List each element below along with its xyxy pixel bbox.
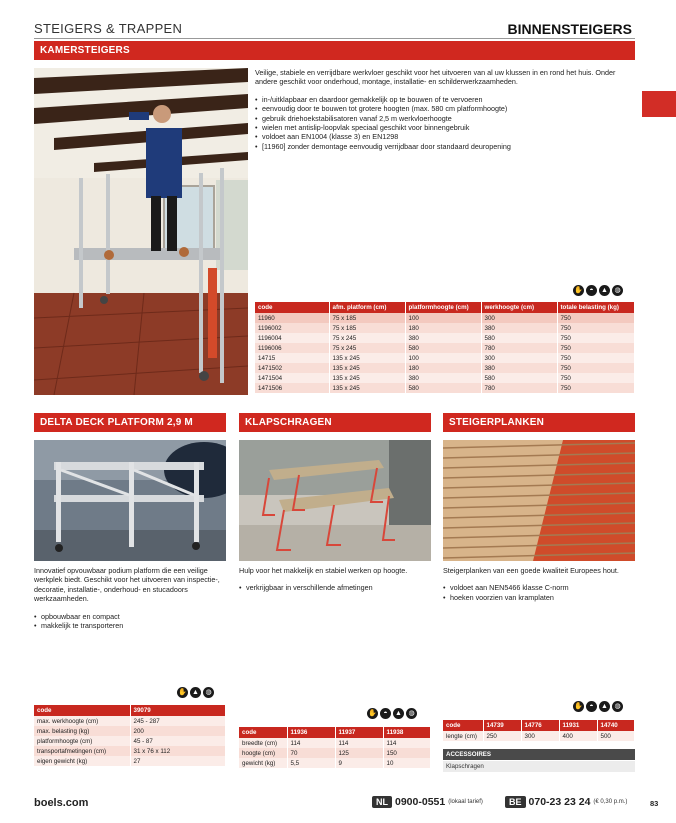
delta-features [34, 612, 229, 631]
table-cell: 45 - 87 [130, 736, 226, 746]
delta-spec-table [34, 705, 226, 766]
shoe-icon: ▲ [393, 708, 404, 719]
klapschragen-photo [239, 440, 431, 561]
table-cell: 135 x 245 [329, 363, 405, 373]
table-cell: 200 [130, 726, 226, 736]
page-number: 83 [650, 799, 659, 808]
table-cell: 135 x 245 [329, 383, 405, 393]
table-cell: 114 [287, 738, 335, 748]
table-row [34, 756, 226, 766]
feature-item: • [11960] zonder demontage eenvoudig verrijdbaar door standaard deuropening [255, 142, 635, 151]
table-header-row [34, 705, 226, 716]
delta-description [34, 566, 229, 630]
country-badge-nl: NL [372, 796, 392, 808]
table-cell: 780 [481, 343, 557, 353]
table-cell-code: 1196002 [255, 323, 329, 333]
feature-item: • voldoet aan EN1004 (klasse 3) en EN1298 [255, 132, 635, 141]
table-header: 14740 [597, 720, 635, 731]
table-cell-code: 14715 [255, 353, 329, 363]
shoe-icon: ▲ [599, 701, 610, 712]
table-cell: 135 x 245 [329, 373, 405, 383]
kamersteigers-features [255, 95, 635, 151]
table-cell: 300 [521, 731, 559, 741]
table-cell: 750 [557, 333, 635, 343]
steigerplanken-photo [443, 440, 635, 561]
table-header: code [34, 705, 130, 716]
table-cell: 250 [483, 731, 521, 741]
table-cell-code: 11960 [255, 313, 329, 323]
delta-intro: Innovatief opvouwbaar podium platform die een veilige werkplek biedt. Geschikt voor het uitvoeren van inspectie-, decoratie, installatie-, onderhoud- en stucadoors werkzaamheden. [34, 566, 220, 604]
table-cell: 780 [481, 383, 557, 393]
table-cell: 75 x 185 [329, 323, 405, 333]
phone-number-be[interactable]: 070-23 23 24 [528, 796, 591, 808]
table-header: code [443, 720, 483, 731]
table-cell: 27 [130, 756, 226, 766]
ear-protection-icon: ◍ [203, 687, 214, 698]
table-cell: 135 x 245 [329, 353, 405, 363]
table-cell: max. belasting (kg) [34, 726, 130, 736]
table-row [255, 333, 635, 343]
table-header: totale belasting (kg) [557, 302, 635, 313]
table-header: 14776 [521, 720, 559, 731]
table-cell: 750 [557, 353, 635, 363]
table-cell: 75 x 185 [329, 313, 405, 323]
table-cell: 300 [481, 313, 557, 323]
table-header: afm. platform (cm) [329, 302, 405, 313]
gloves-icon: ✋ [574, 703, 583, 710]
table-cell: max. werkhoogte (cm) [34, 716, 130, 726]
gloves-icon: ✋ [574, 287, 583, 294]
table-cell: 150 [383, 748, 431, 758]
table-cell: 380 [481, 363, 557, 373]
table-row [255, 323, 635, 333]
klapschragen-title: KLAPSCHRAGEN [239, 413, 431, 432]
klapschragen-spec-table [239, 727, 431, 768]
table-row [239, 758, 431, 768]
kamersteigers-title: KAMERSTEIGERS [34, 41, 635, 60]
table-row [255, 343, 635, 353]
feature-item: • hoeken voorzien van kramplaten [443, 593, 638, 602]
helmet-icon: ◓ [380, 708, 391, 719]
table-cell: gewicht (kg) [239, 758, 287, 768]
phone-nl [372, 796, 483, 808]
table-header: code [255, 302, 329, 313]
table-row [255, 373, 635, 383]
header-divider [34, 38, 635, 39]
table-header: 14739 [483, 720, 521, 731]
table-cell-code: 1471506 [255, 383, 329, 393]
table-row [443, 731, 635, 741]
feature-item: • gebruik driehoekstabilisatoren vanaf 2,5 m werkvloerhoogte [255, 114, 635, 123]
kamersteigers-photo [34, 68, 248, 395]
table-cell: 580 [405, 383, 481, 393]
table-cell: transportafmetingen (cm) [34, 746, 130, 756]
steigerplanken-safety-icons [573, 701, 623, 712]
table-cell-code: 1471502 [255, 363, 329, 373]
table-row [239, 748, 431, 758]
delta-photo [34, 440, 226, 561]
table-cell: 5,5 [287, 758, 335, 768]
table-cell-code: 1471504 [255, 373, 329, 383]
table-cell: 380 [481, 323, 557, 333]
table-row [239, 738, 431, 748]
table-row [34, 736, 226, 746]
steigerplanken-features [443, 583, 638, 602]
table-cell: breedte (cm) [239, 738, 287, 748]
feature-item: • eenvoudig door te bouwen tot grotere hoogten (max. 580 cm platformhoogte) [255, 104, 635, 113]
table-cell: 580 [481, 373, 557, 383]
feature-item: • in-/uitklapbaar en daardoor gemakkelijk op te bouwen of te vervoeren [255, 95, 635, 104]
shoe-icon: ▲ [190, 687, 201, 698]
category-title: STEIGERS & TRAPPEN [34, 21, 183, 36]
website-link[interactable]: boels.com [34, 797, 89, 809]
table-header: 11936 [287, 727, 335, 738]
helmet-icon: ◓ [586, 701, 597, 712]
country-badge-be: BE [505, 796, 526, 808]
klapschragen-features [239, 583, 434, 592]
klapschragen-safety-icons [367, 708, 417, 719]
klapschragen-intro: Hulp voor het makkelijk en stabiel werken op hoogte. [239, 566, 408, 575]
kamersteigers-description [255, 68, 635, 151]
klapschragen-description [239, 566, 434, 593]
table-cell: 114 [335, 738, 383, 748]
table-header-row [239, 727, 431, 738]
accessories-item[interactable]: Klapschragen [443, 761, 635, 772]
table-cell: 180 [405, 363, 481, 373]
ear-protection-icon: ◍ [612, 285, 623, 296]
table-header: 11937 [335, 727, 383, 738]
gloves-icon: ✋ [368, 710, 377, 717]
table-cell: 400 [559, 731, 597, 741]
phone-number-nl[interactable]: 0900-0551 [395, 796, 446, 808]
table-cell-code: 1196006 [255, 343, 329, 353]
helmet-icon: ◓ [586, 285, 597, 296]
table-cell: 125 [335, 748, 383, 758]
table-cell: 114 [383, 738, 431, 748]
gloves-icon: ✋ [178, 689, 187, 696]
table-row [34, 726, 226, 736]
table-cell: eigen gewicht (kg) [34, 756, 130, 766]
table-header: 11931 [559, 720, 597, 731]
table-cell: 750 [557, 363, 635, 373]
accessories-header: ACCESSOIRES [443, 749, 635, 760]
table-cell: 380 [405, 373, 481, 383]
table-cell: 100 [405, 353, 481, 363]
table-header: 11938 [383, 727, 431, 738]
table-cell: 245 - 287 [130, 716, 226, 726]
table-row [34, 716, 226, 726]
chapter-tab [642, 91, 676, 117]
feature-item: • wielen met antislip-loopvlak speciaal geschikt voor binnengebruik [255, 123, 635, 132]
table-row [34, 746, 226, 756]
table-header: code [239, 727, 287, 738]
steigerplanken-spec-table [443, 720, 635, 741]
table-header: platformhoogte (cm) [405, 302, 481, 313]
phone-be [505, 796, 627, 808]
table-cell: 500 [597, 731, 635, 741]
table-cell: 9 [335, 758, 383, 768]
table-row [255, 363, 635, 373]
delta-title: DELTA DECK PLATFORM 2,9 M [34, 413, 226, 432]
table-cell: 31 x 76 x 112 [130, 746, 226, 756]
shoe-icon: ▲ [599, 285, 610, 296]
table-header: werkhoogte (cm) [481, 302, 557, 313]
table-header-row [443, 720, 635, 731]
phone-rate-be: (€ 0,30 p.m.) [593, 799, 628, 805]
table-cell: 75 x 245 [329, 333, 405, 343]
table-cell: hoogte (cm) [239, 748, 287, 758]
table-cell: 750 [557, 313, 635, 323]
table-cell: 300 [481, 353, 557, 363]
table-cell: 380 [405, 333, 481, 343]
kamersteigers-safety-icons [573, 285, 623, 296]
table-cell-code: 1196004 [255, 333, 329, 343]
table-cell: 580 [481, 333, 557, 343]
table-header-row [255, 302, 635, 313]
table-cell: 750 [557, 323, 635, 333]
table-cell: platformhoogte (cm) [34, 736, 130, 746]
feature-item: • verkrijgbaar in verschillende afmetingen [239, 583, 434, 592]
kamersteigers-spec-table [255, 302, 635, 393]
delta-safety-icons [177, 687, 214, 698]
table-cell: 75 x 245 [329, 343, 405, 353]
ear-protection-icon: ◍ [406, 708, 417, 719]
section-title: BINNENSTEIGERS [507, 21, 632, 37]
feature-item: • opbouwbaar en compact [34, 612, 229, 621]
table-cell: 750 [557, 373, 635, 383]
feature-item: • voldoet aan NEN5466 klasse C-norm [443, 583, 638, 592]
table-row [255, 353, 635, 363]
steigerplanken-intro: Steigerplanken van een goede kwaliteit Europees hout. [443, 566, 619, 575]
table-row [255, 313, 635, 323]
steigerplanken-description [443, 566, 638, 602]
table-cell: 10 [383, 758, 431, 768]
table-cell: 180 [405, 323, 481, 333]
table-cell: 580 [405, 343, 481, 353]
table-cell: 750 [557, 343, 635, 353]
table-cell: lengte (cm) [443, 731, 483, 741]
steigerplanken-title: STEIGERPLANKEN [443, 413, 635, 432]
table-cell: 70 [287, 748, 335, 758]
feature-item: • makkelijk te transporteren [34, 621, 229, 630]
table-row [255, 383, 635, 393]
table-cell: 100 [405, 313, 481, 323]
table-header: 39079 [130, 705, 226, 716]
phone-rate-nl: (lokaal tarief) [448, 799, 483, 805]
ear-protection-icon: ◍ [612, 701, 623, 712]
kamersteigers-intro: Veilige, stabiele en verrijdbare werkvloer geschikt voor het uitvoeren van al uw klussen in en rond het huis. Onder andere geschikt voor onderhoud, montage, installatie- en schilderwerkzaamheden. [255, 68, 616, 87]
table-cell: 750 [557, 383, 635, 393]
